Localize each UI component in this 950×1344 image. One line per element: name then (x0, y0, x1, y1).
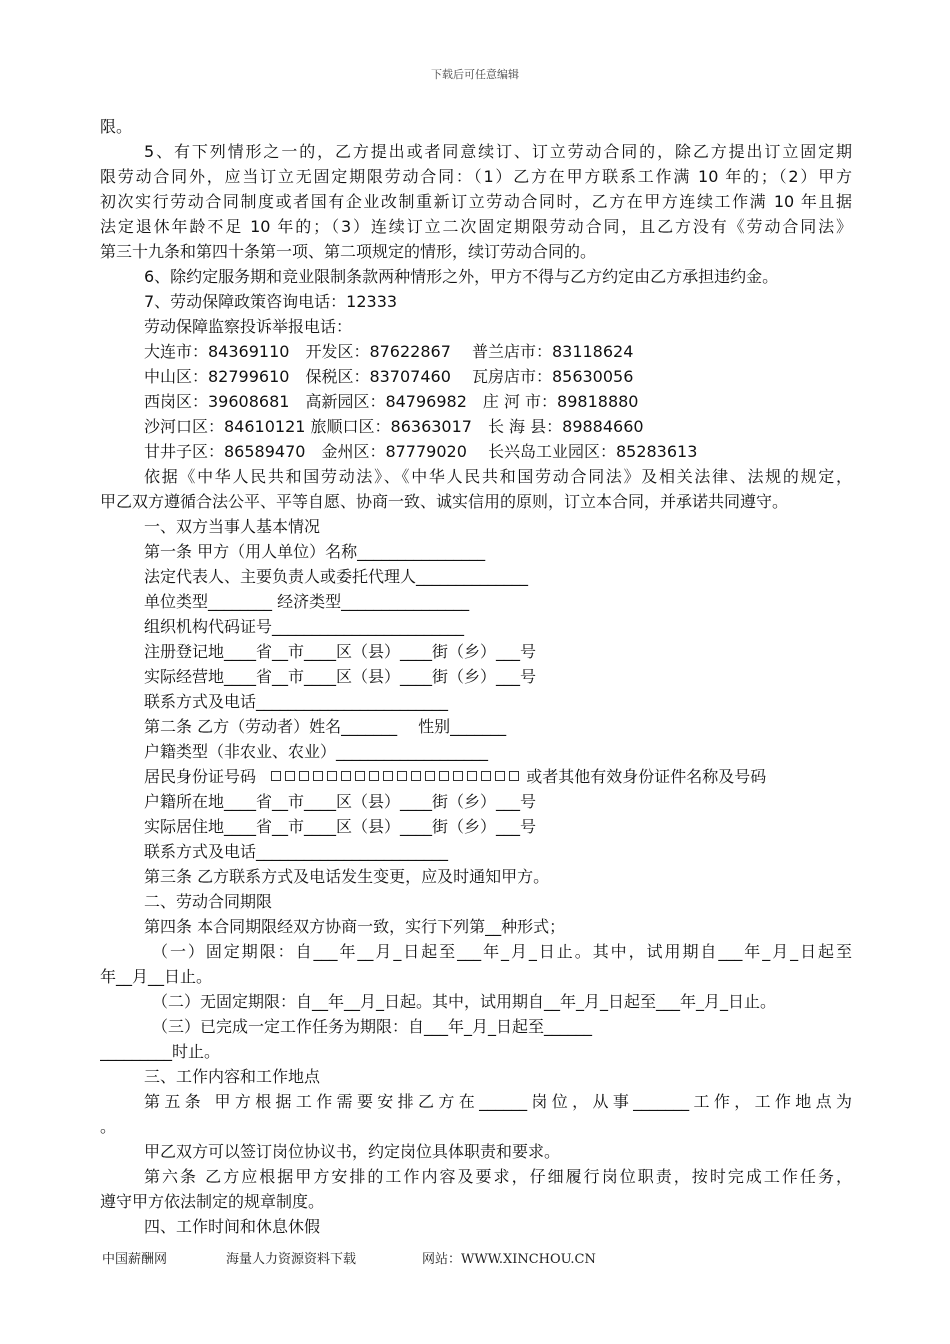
paragraph-line: 第三条 乙方联系方式及电话发生变更，应及时通知甲方。 (144, 867, 550, 886)
form-line: 联系方式及电话________________________ (144, 842, 449, 861)
form-line: 单位类型________ 经济类型________________ (144, 592, 470, 611)
id-number-line (100, 764, 852, 789)
paragraph-line: 初次实行劳动合同制度或者国有企业改制重新订立劳动合同时，乙方在甲方连续工作满 10 年且据 (100, 192, 852, 211)
paragraph-line: 限。 (100, 117, 133, 136)
form-line: 第一条 甲方（用人单位）名称________________ (144, 542, 486, 561)
paragraph-line: 第四条 本合同期限经双方协商一致，实行下列第__种形式； (144, 917, 566, 936)
paragraph-line: 甲乙双方遵循合法公平、平等自愿、协商一致、诚实信用的原则，订立本合同，并承诺共同遵守。 (100, 492, 789, 511)
form-line: 实际居住地____省__市____区（县）____街（乡）___号 (144, 817, 537, 836)
footer-url: 网站：WWW.XINCHOU.CN (422, 1252, 596, 1267)
paragraph-line: 依据《中华人民共和国劳动法》、《中华人民共和国劳动合同法》及相关法律、法规的规定， (144, 467, 852, 486)
form-line: 实际经营地____省__市____区（县）____街（乡）___号 (144, 667, 537, 686)
paragraph-line: 第五条 甲方根据工作需要安排乙方在______岗位，从事_______工作，工作地点为 (144, 1092, 852, 1111)
paragraph-line: 年__月__日止。 (100, 967, 213, 986)
paragraph-line: 。 (100, 1117, 117, 1136)
form-line: 第二条 乙方（劳动者）姓名_______ 性别_______ (144, 717, 507, 736)
paragraph-line: （一）固定期限：自___年__月_日起至___年_月_日止。其中，试用期自___年_月_日起至 (152, 942, 852, 961)
id-number-suffix: 或者其他有效身份证件名称及号码 (526, 767, 767, 786)
paragraph-line: 5、有下列情形之一的，乙方提出或者同意续订、订立劳动合同的，除乙方提出订立固定期 (144, 142, 852, 161)
page-footer (102, 1248, 862, 1267)
paragraph-line: （三）已完成一定工作任务为期限：自___年_月_日起至______ (152, 1017, 593, 1036)
paragraph-line: 限劳动合同外，应当订立无固定期限劳动合同：（1）乙方在甲方联系工作满 10 年的；（2）甲方 (100, 167, 852, 186)
form-line: 联系方式及电话________________________ (144, 692, 449, 711)
paragraph-line: 法定退休年龄不足 10 年的；（3）连续订立二次固定期限劳动合同，且乙方没有《劳动合同法》 (100, 217, 852, 236)
form-line: 组织机构代码证号________________________ (144, 617, 465, 636)
paragraph-line: 6、除约定服务期和竞业限制条款两种情形之外，甲方不得与乙方约定由乙方承担违约金。 (144, 267, 779, 286)
paragraph-line: （二）无固定期限：自__年__月_日起。其中，试用期自__年_月_日起至___年_月_日止。 (152, 992, 777, 1011)
page-header: 下载后可任意编辑 (431, 68, 519, 81)
section-heading: 一、双方当事人基本情况 (144, 517, 321, 536)
footer-site: 中国薪酬网 (102, 1252, 168, 1267)
paragraph-line: 遵守甲方依法制定的规章制度。 (100, 1192, 325, 1211)
paragraph-line: 甲乙双方可以签订岗位协议书，约定岗位具体职责和要求。 (144, 1142, 561, 1161)
phone-list-line: 中山区：82799610 保税区：83707460 瓦房店市：85630056 (144, 367, 634, 386)
document-body (100, 114, 852, 1239)
paragraph-line: 第三十九条和第四十条第一项、第二项规定的情形，续订劳动合同的。 (100, 242, 597, 261)
id-digit-boxes (269, 767, 526, 786)
section-heading: 二、劳动合同期限 (144, 892, 273, 911)
paragraph-line: 第六条 乙方应根据甲方安排的工作内容及要求，仔细履行岗位职责，按时完成工作任务， (144, 1167, 852, 1186)
footer-slogan: 海量人力资源资料下载 (226, 1252, 357, 1267)
phone-list-line: 沙河口区：84610121 旅顺口区：86363017 长 海 县：89884660 (144, 417, 644, 436)
id-number-label: 居民身份证号码 (144, 767, 257, 786)
phone-list-line: 西岗区：39608681 高新园区：84796982 庄 河 市：89818880 (144, 392, 639, 411)
section-heading: 四、工作时间和休息休假 (144, 1217, 321, 1236)
phone-list-line: 甘井子区：86589470 金州区：87779020 长兴岛工业园区：85283613 (144, 442, 698, 461)
form-line: 注册登记地____省__市____区（县）____街（乡）___号 (144, 642, 537, 661)
form-line: 户籍所在地____省__市____区（县）____街（乡）___号 (144, 792, 537, 811)
section-heading: 三、工作内容和工作地点 (144, 1067, 321, 1086)
paragraph-line: _________时止。 (100, 1042, 221, 1061)
paragraph-line: 7、劳动保障政策咨询电话：12333 (144, 292, 398, 311)
phone-list-line: 大连市：84369110 开发区：87622867 普兰店市：83118624 (144, 342, 634, 361)
paragraph-line: 劳动保障监察投诉举报电话： (144, 317, 353, 336)
form-line: 户籍类型（非农业、农业）___________________ (144, 742, 489, 761)
form-line: 法定代表人、主要负责人或委托代理人______________ (144, 567, 529, 586)
